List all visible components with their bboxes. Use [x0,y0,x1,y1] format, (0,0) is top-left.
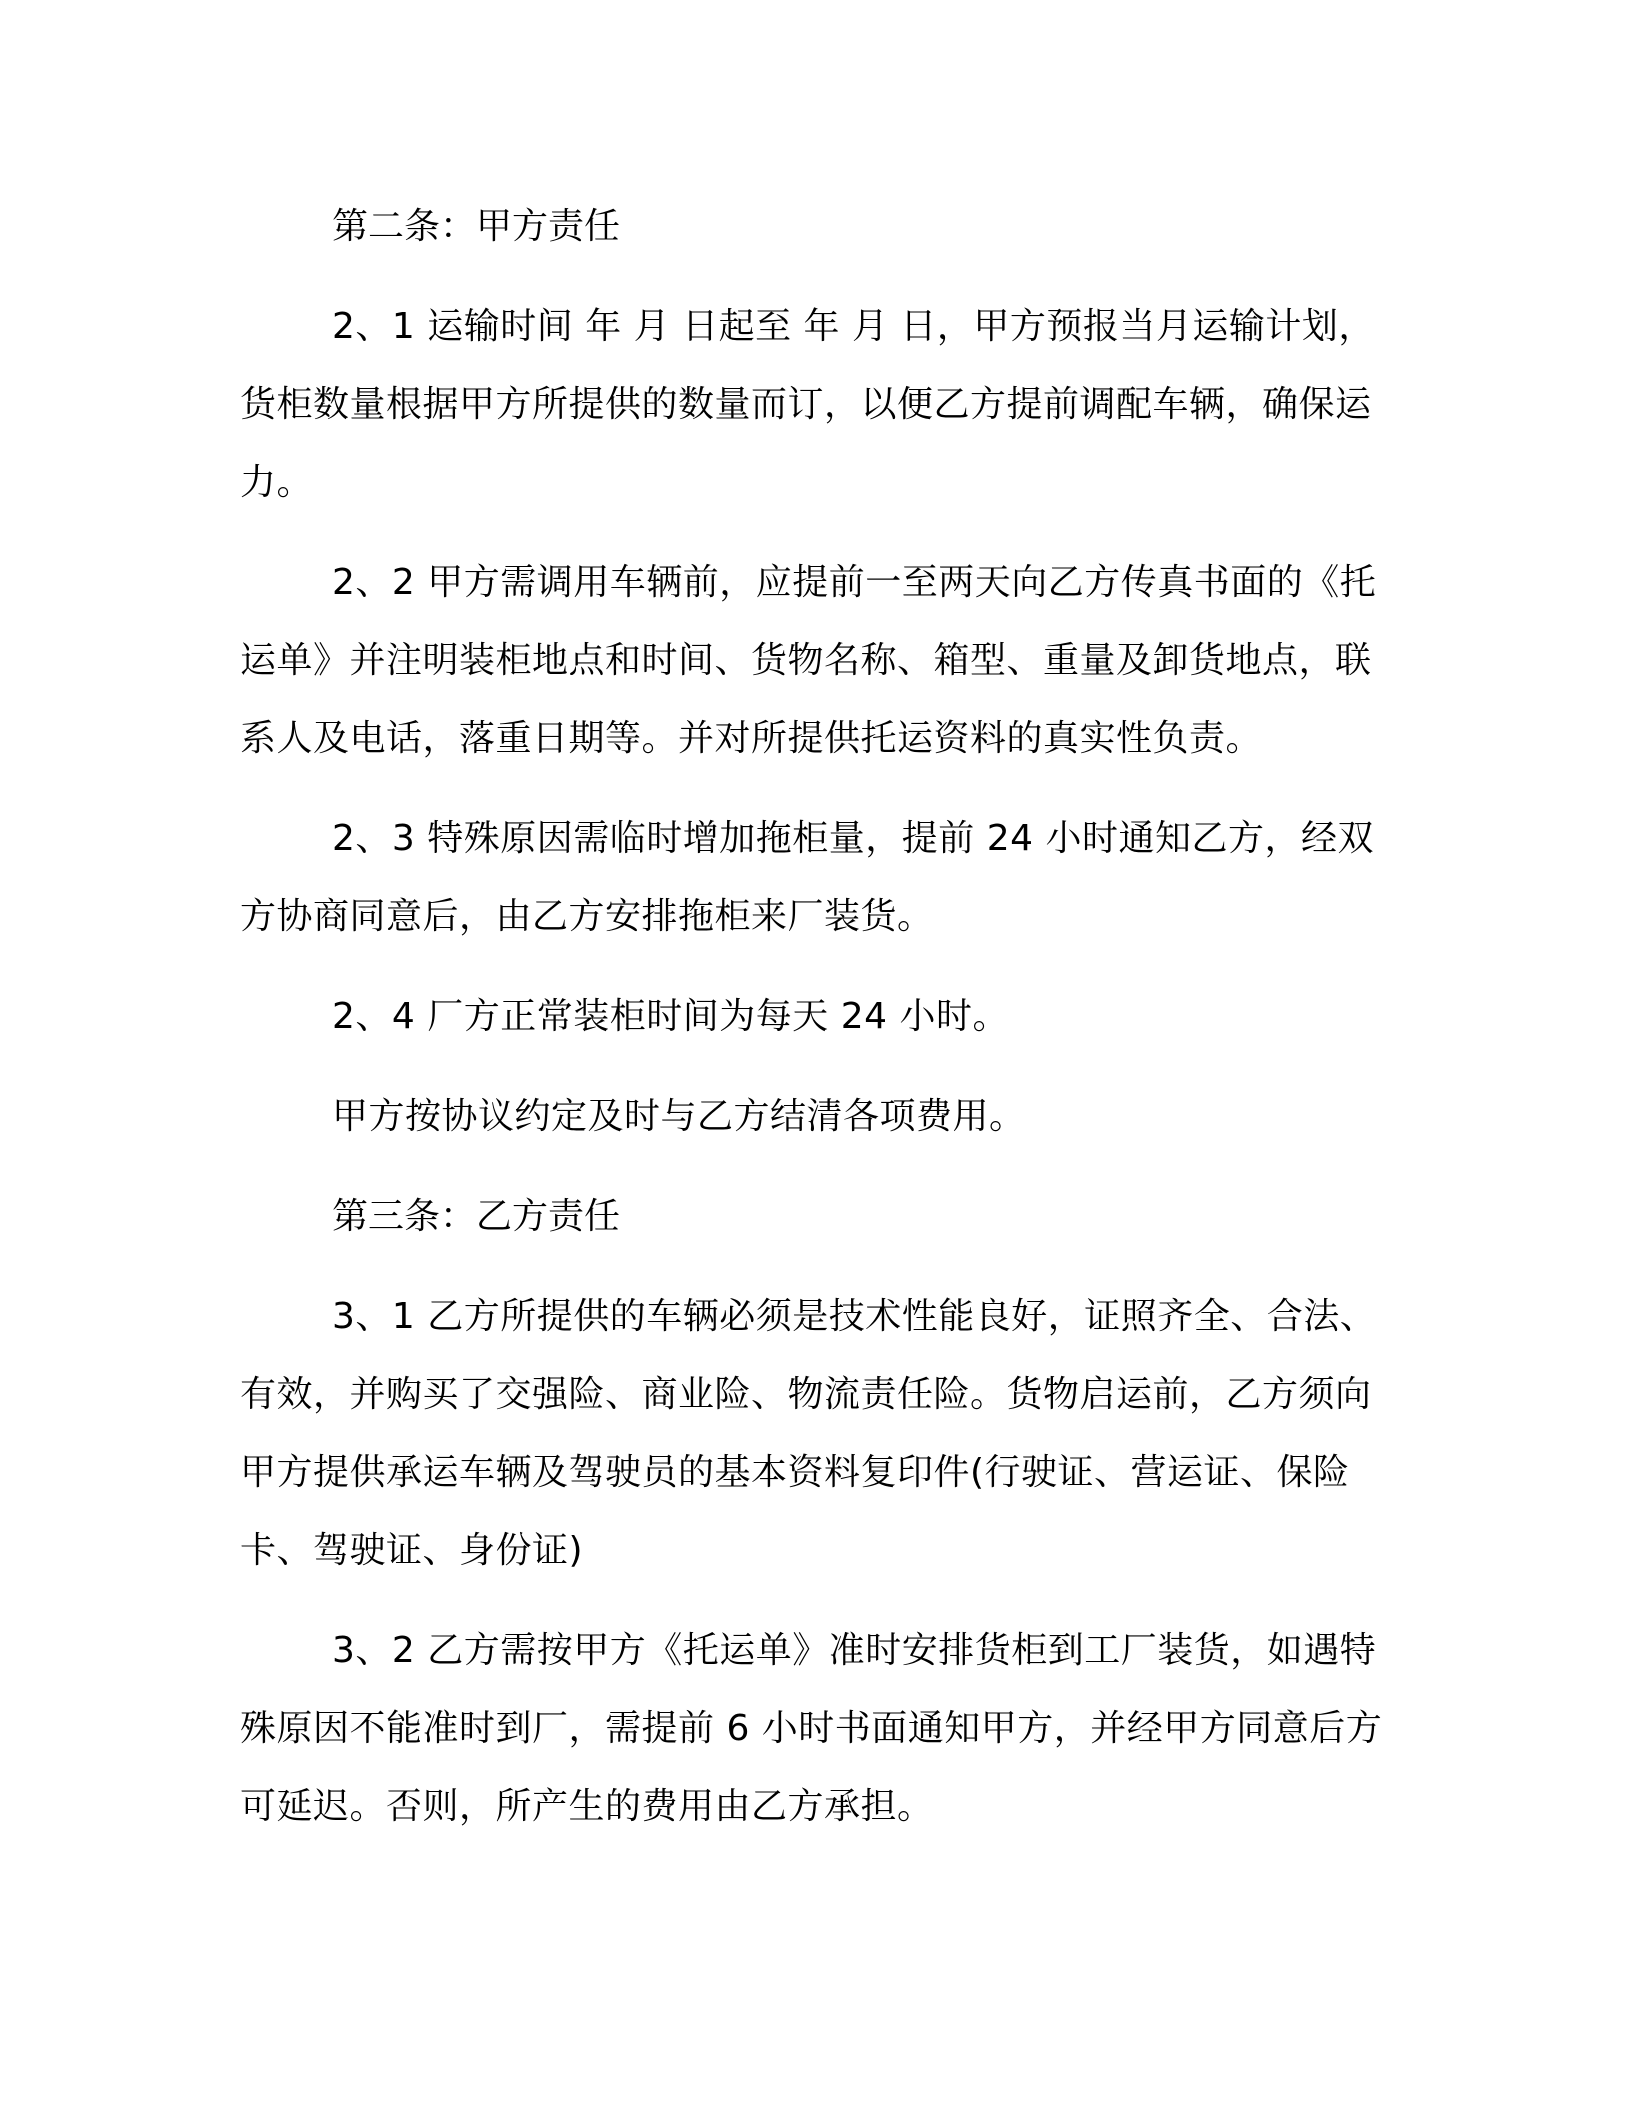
clause-3-1: 3、1 乙方所提供的车辆必须是技术性能良好，证照齐全、合法、有效，并购买了交强险、商业险、物流责任险。货物启运前，乙方须向甲方提供承运车辆及驾驶员的基本资料复印件(行驶证、营运证、保险卡、驾驶证、身份证) [240,1296,1377,1571]
section-heading-party-b: 第三条：乙方责任 [332,1196,621,1237]
section-heading-party-a: 第二条：甲方责任 [332,206,621,247]
clause-2-2: 2、2 甲方需调用车辆前，应提前一至两天向乙方传真书面的《托运单》并注明装柜地点和时间、货物名称、箱型、重量及卸货地点，联系人及电话，落重日期等。并对所提供托运资料的真实性负责。 [240,562,1377,759]
document-page [240,188,1390,1868]
clause-2-4: 2、4 厂方正常装柜时间为每天 24 小时。 [332,996,1009,1037]
clause-3-2: 3、2 乙方需按甲方《托运单》准时安排货柜到工厂装货，如遇特殊原因不能准时到厂，需提前 6 小时书面通知甲方，并经甲方同意后方可延迟。否则，所产生的费用由乙方承担。 [240,1630,1383,1827]
clause-2-1: 2、1 运输时间 年 月 日起至 年 月 日，甲方预报当月运输计划，货柜数量根据甲方所提供的数量而订，以便乙方提前调配车辆，确保运力。 [240,306,1375,503]
clause-2-3: 2、3 特殊原因需临时增加拖柜量，提前 24 小时通知乙方，经双方协商同意后，由乙方安排拖柜来厂装货。 [240,818,1374,937]
clause-settlement: 甲方按协议约定及时与乙方结清各项费用。 [332,1096,1026,1137]
